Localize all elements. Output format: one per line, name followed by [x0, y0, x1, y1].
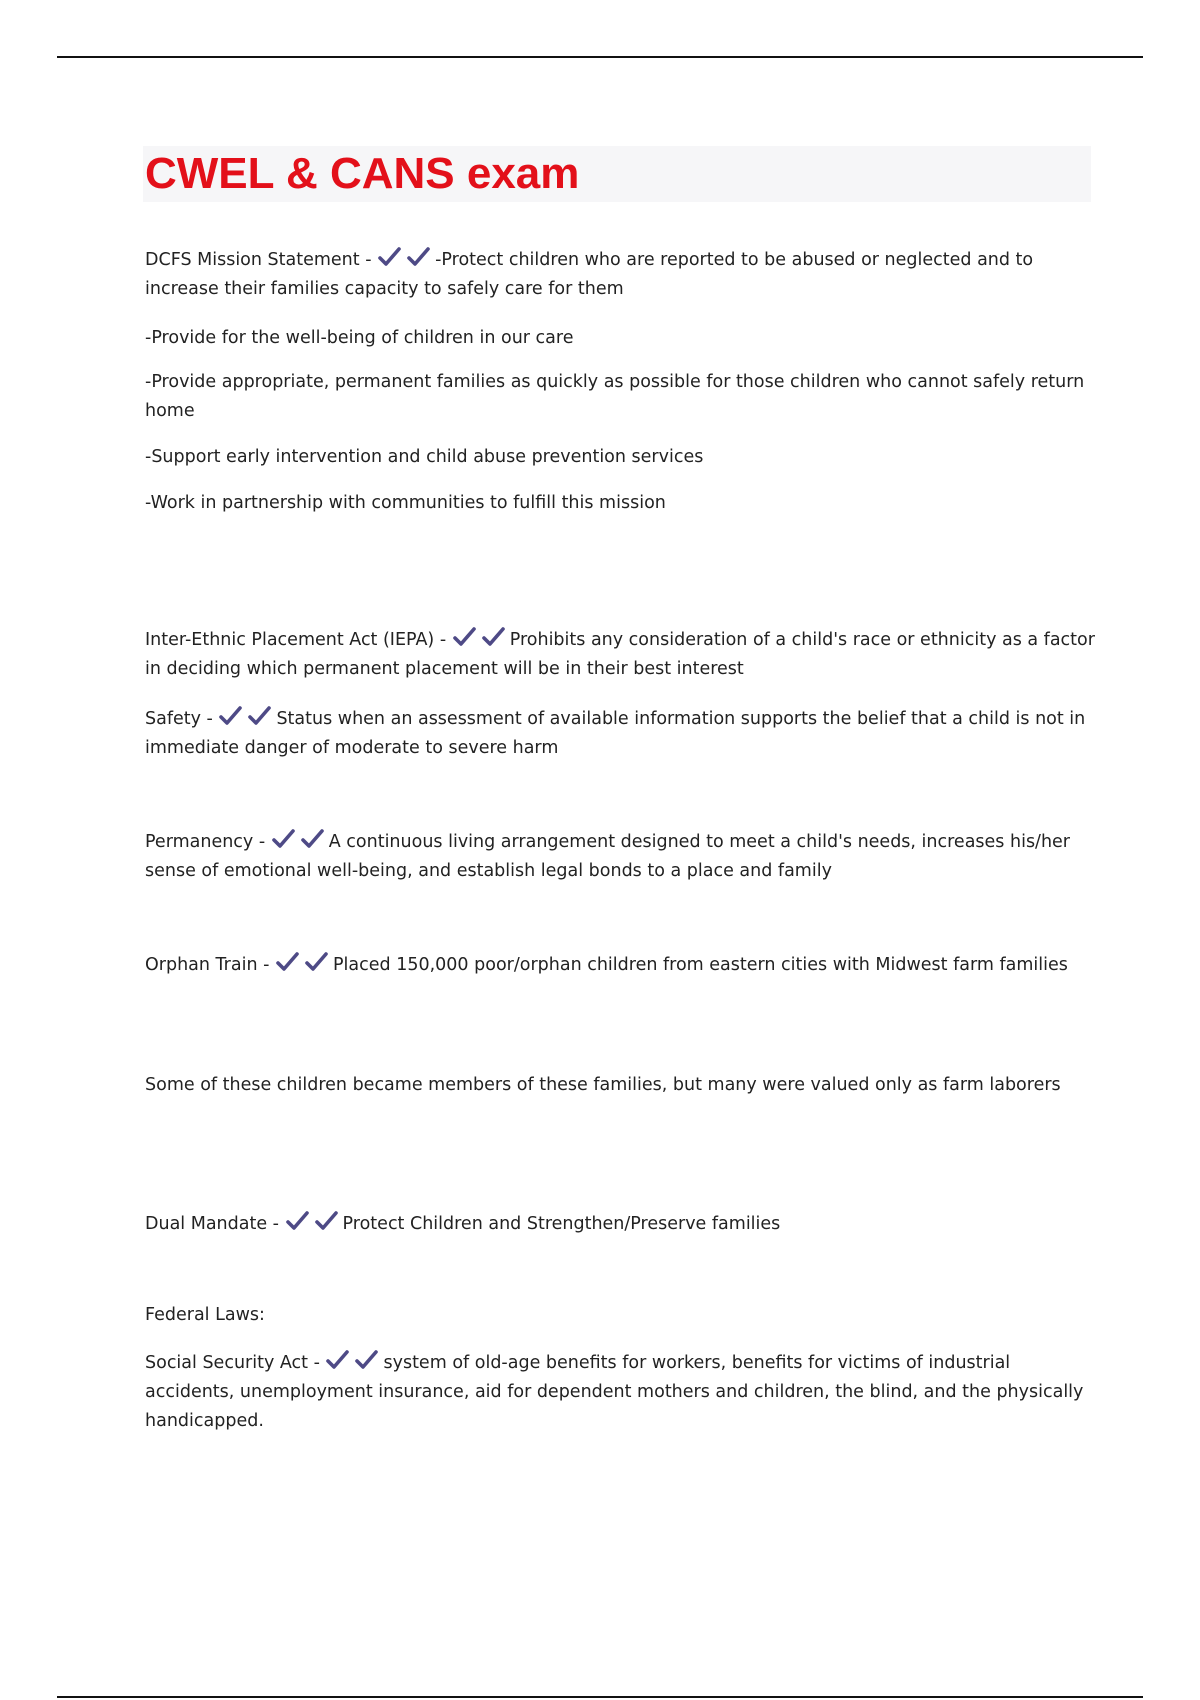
- checkmark-icon: [300, 828, 326, 850]
- checkmark-icon: [247, 705, 273, 727]
- entry-term: DCFS Mission Statement -: [145, 250, 372, 270]
- entry-permanency: [145, 828, 1095, 886]
- entry-definition: Status when an assessment of available information supports the belief that a child is not in immediate danger of moderate to severe harm: [145, 709, 1086, 758]
- checkmark-icon: [452, 626, 478, 648]
- entry-definition: A continuous living arrangement designed to meet a child's needs, increases his/her sense of emotional well-being, and establish legal bonds to a place and family: [145, 832, 1071, 881]
- entry-term: Orphan Train -: [145, 955, 270, 975]
- checkmark-icon: [314, 1210, 340, 1232]
- checkmark-icon: [218, 705, 244, 727]
- entry-term: Inter-Ethnic Placement Act (IEPA) -: [145, 630, 447, 650]
- section-heading: Federal Laws:: [145, 1305, 265, 1325]
- checkmark-icon: [304, 951, 330, 973]
- entry-term: Permanency -: [145, 832, 266, 852]
- entry-social-security-act: [145, 1349, 1095, 1436]
- checkmark-icon: [285, 1210, 311, 1232]
- checkmark-icon: [481, 626, 507, 648]
- mission-item: -Provide for the well-being of children in our care: [145, 328, 574, 348]
- entry-safety: [145, 705, 1095, 763]
- checkmark-icon: [354, 1349, 380, 1371]
- entry-iepa: [145, 626, 1095, 684]
- checkmark-icon: [271, 828, 297, 850]
- checkmark-icon: [325, 1349, 351, 1371]
- entry-definition: Prohibits any consideration of a child's race or ethnicity as a factor in deciding which permanent placement will be in their best interest: [145, 630, 1095, 679]
- entry-definition: system of old-age benefits for workers, benefits for victims of industrial accidents, unemployment insurance, aid for dependent mothers and children, the blind, and the physically handicapped.: [145, 1353, 1084, 1431]
- mission-item: -Support early intervention and child abuse prevention services: [145, 447, 704, 467]
- entry-term: Social Security Act -: [145, 1353, 320, 1373]
- entry-dcfs-mission: [145, 246, 1095, 304]
- entry-term: Safety -: [145, 709, 213, 729]
- entry-term: Dual Mandate -: [145, 1214, 279, 1234]
- entry-dual-mandate: [145, 1210, 1095, 1239]
- mission-item: -Provide appropriate, permanent families as quickly as possible for those children who cannot safely return home: [145, 372, 1085, 421]
- entry-definition: -Protect children who are reported to be abused or neglected and to increase their families capacity to safely care for them: [145, 250, 1034, 299]
- checkmark-icon: [275, 951, 301, 973]
- checkmark-icon: [406, 246, 432, 268]
- bottom-rule: [57, 1696, 1143, 1698]
- top-rule: [57, 56, 1143, 58]
- entry-definition: Protect Children and Strengthen/Preserve families: [342, 1214, 781, 1234]
- title-banner: [143, 146, 1091, 202]
- document-title: CWEL & CANS exam: [145, 149, 580, 198]
- entry-orphan-train: [145, 951, 1095, 980]
- checkmark-icon: [377, 246, 403, 268]
- orphan-train-note: Some of these children became members of these families, but many were valued only as farm laborers: [145, 1075, 1061, 1095]
- entry-definition: Placed 150,000 poor/orphan children from eastern cities with Midwest farm families: [333, 955, 1068, 975]
- mission-item: -Work in partnership with communities to fulfill this mission: [145, 493, 666, 513]
